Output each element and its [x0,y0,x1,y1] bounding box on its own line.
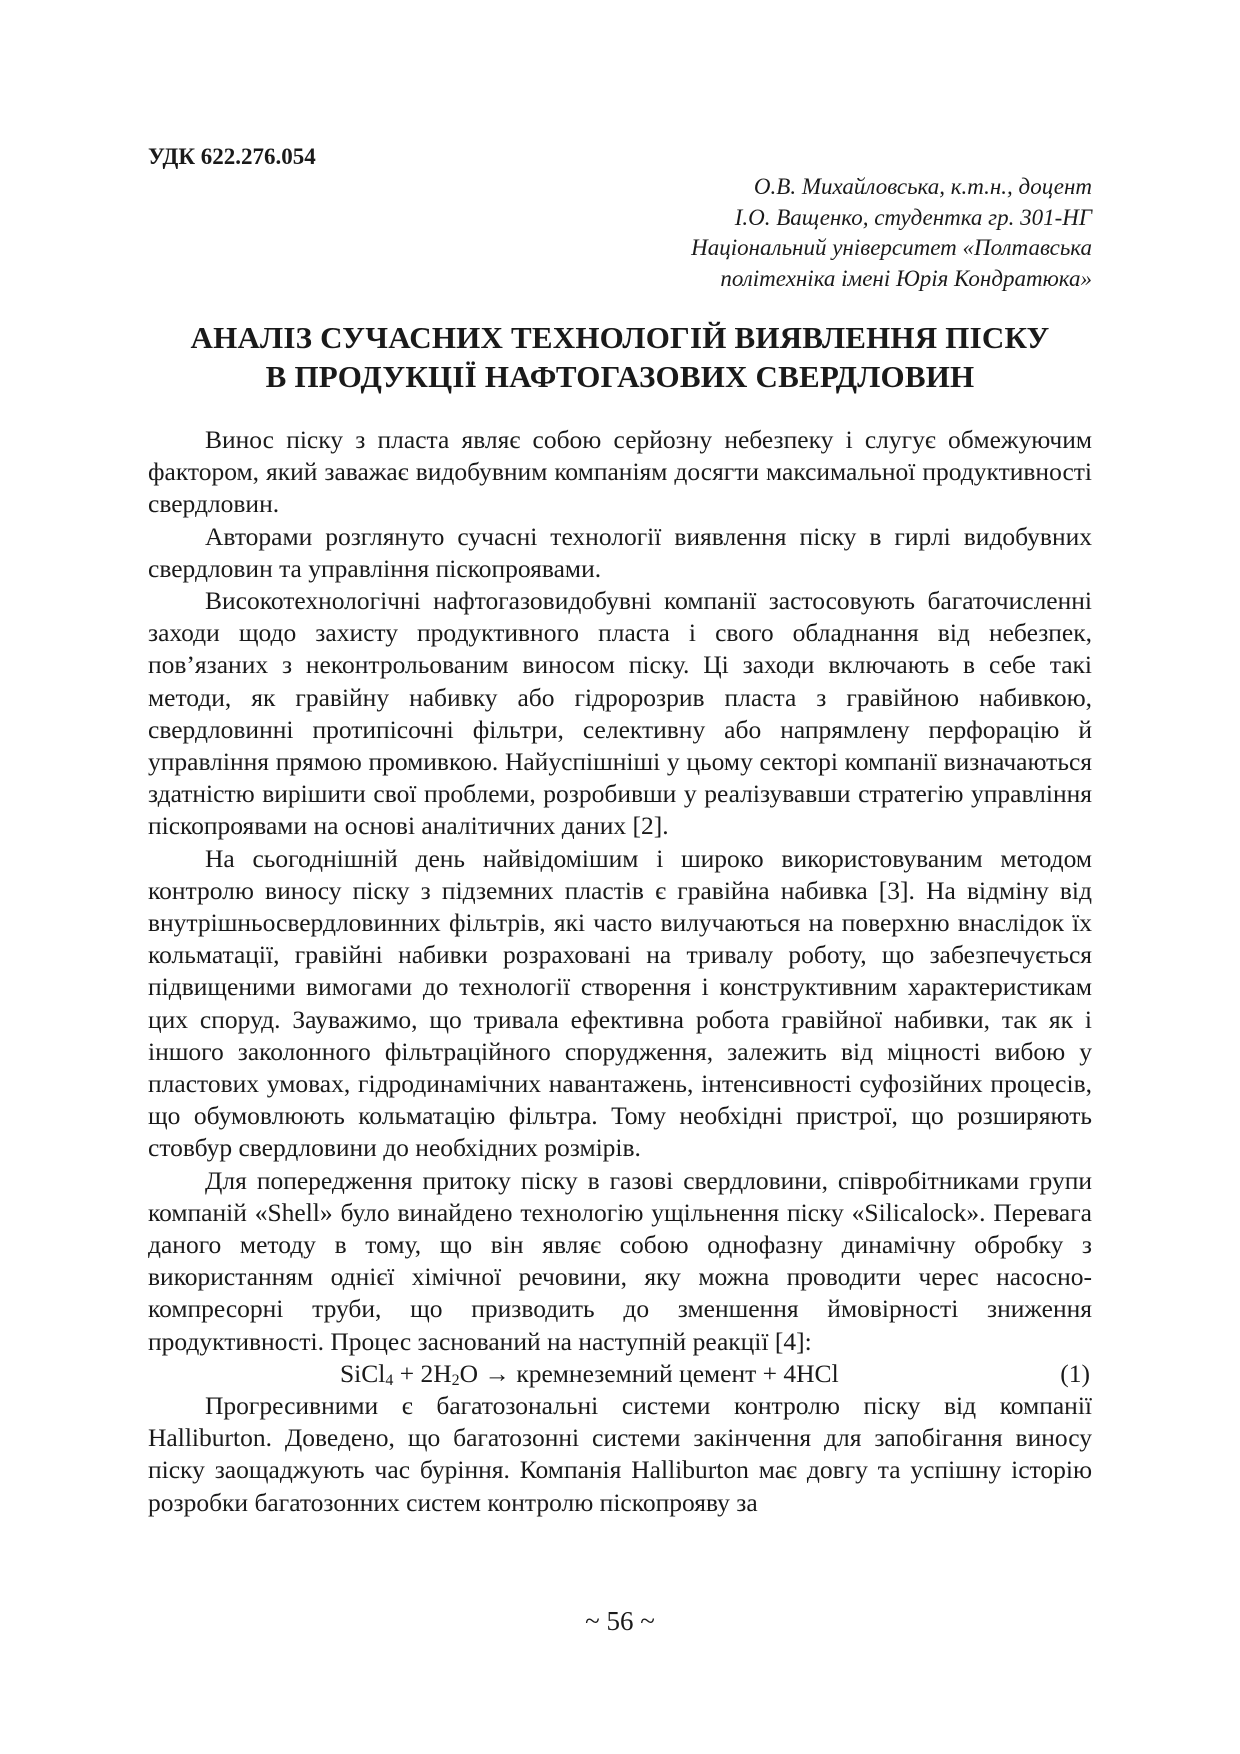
paragraph-3: Високотехнологічні нафтогазовидобувні компанії застосовують багаточисленні заходи щодо захисту продуктивного пласта і свого обладнання від небезпек, пов’язаних з неконтрольованим виносом піску. Ці заходи включають в себе такі методи, як гравійну набивку або гідророзрив пласта з гравійною набивкою, свердловинні протипісочні фільтри, селективну або напрямлену перфорацію й управління прямою промивкою. Найуспішніші у цьому секторі компанії визначаються здатністю вирішити свої проблеми, розробивши у реалізувавши стратегію управління піскопроявами на основі аналітичних даних [2]. [148,586,1092,841]
paragraph-6: Прогресивними є багатозональні системи контролю піску від компанії Halliburton. Доведено, що багатозонні системи закінчення для запобігання виносу піску заощаджують час буріння. Компанія Halliburton має довгу та успішну історію розробки багатозонних систем контролю піскопрояву за [148,1391,1092,1517]
paragraph-5: Для попередження притоку піску в газові свердловини, співробітниками групи компаній «Shell» було винайдено технологію ущільнення піску «Silicalock». Перевага даного методу в тому, що він являє собою однофазну динамічну обробку з використанням однієї хімічної речовини, яку можна проводити черес насосно-компресорні труби, що призводить до зменшення ймовірності зниження продуктивності. Процес заснований на наступній реакції [4]: [148,1165,1092,1356]
paragraph-4: На сьогоднішній день найвідомішим і широко використовуваним методом контролю виносу піску з підземних пластів є гравійна набивка [3]. На відміну від внутрішньосвердловинних фільтрів, які часто вилучаються на поверхню внаслідок їх кольматації, гравійні набивки розраховані на тривалу роботу, що забезпечується підвищеними вимогами до технології створення і конструктивним характеристикам цих споруд. Зауважимо, що тривала ефективна робота гравійної набивки, так як і іншого заколонного фільтраційного спорудження, залежить від міцності вибою у пластових умовах, гідродинамічних навантажень, інтенсивності суфозійних процесів, що обумовлюють кольматацію фільтра. Тому необхідні пристрої, що розширяють стовбур свердловини до необхідних розмірів. [148,843,1092,1163]
author-line-1: О.В. Михайловська, к.т.н., доцент [753,174,1092,199]
title-line-2: В ПРОДУКЦІЇ НАФТОГАЗОВИХ СВЕРДЛОВИН [265,359,975,394]
equation-subscript-4: 4 [385,1371,394,1389]
affiliation-line-1: Національний університет «Полтавська [691,235,1092,260]
equation-subscript-2: 2 [451,1371,460,1389]
reaction-equation [148,1358,1092,1390]
paper-title [148,318,1092,396]
equation-formula [340,1358,839,1390]
paragraph-2: Авторами розглянуто сучасні технології виявлення піску в гирлі видобувних свердловин та управління піскопроявами. [148,521,1092,583]
equation-part-water: + 2H [393,1358,452,1388]
paragraph-1: Винос піску з пласта являє собою серйозну небезпеку і слугує обмежуючим фактором, який заважає видобувним компаніям досягти максимальної продуктивності свердловин. [148,425,1092,519]
equation-part-sicl: SiCl [340,1358,386,1388]
paper-page [148,142,1092,1519]
udk-code: УДК 622.276.054 [148,144,316,169]
author-line-2: І.О. Ващенко, студентка гр. 301-НГ [734,204,1092,230]
page-number: ~ 56 ~ [585,1606,655,1636]
title-line-1: АНАЛІЗ СУЧАСНИХ ТЕХНОЛОГІЙ ВИЯВЛЕННЯ ПІСКУ [190,320,1050,355]
equation-number: (1) [1060,1358,1090,1388]
equation-part-products: O → кремнеземний цемент + 4HCl [459,1358,839,1388]
paper-body [148,424,1092,1519]
affiliation-line-2: політехніка імені Юрія Кондратюка» [720,265,1092,291]
author-block [148,172,1092,294]
